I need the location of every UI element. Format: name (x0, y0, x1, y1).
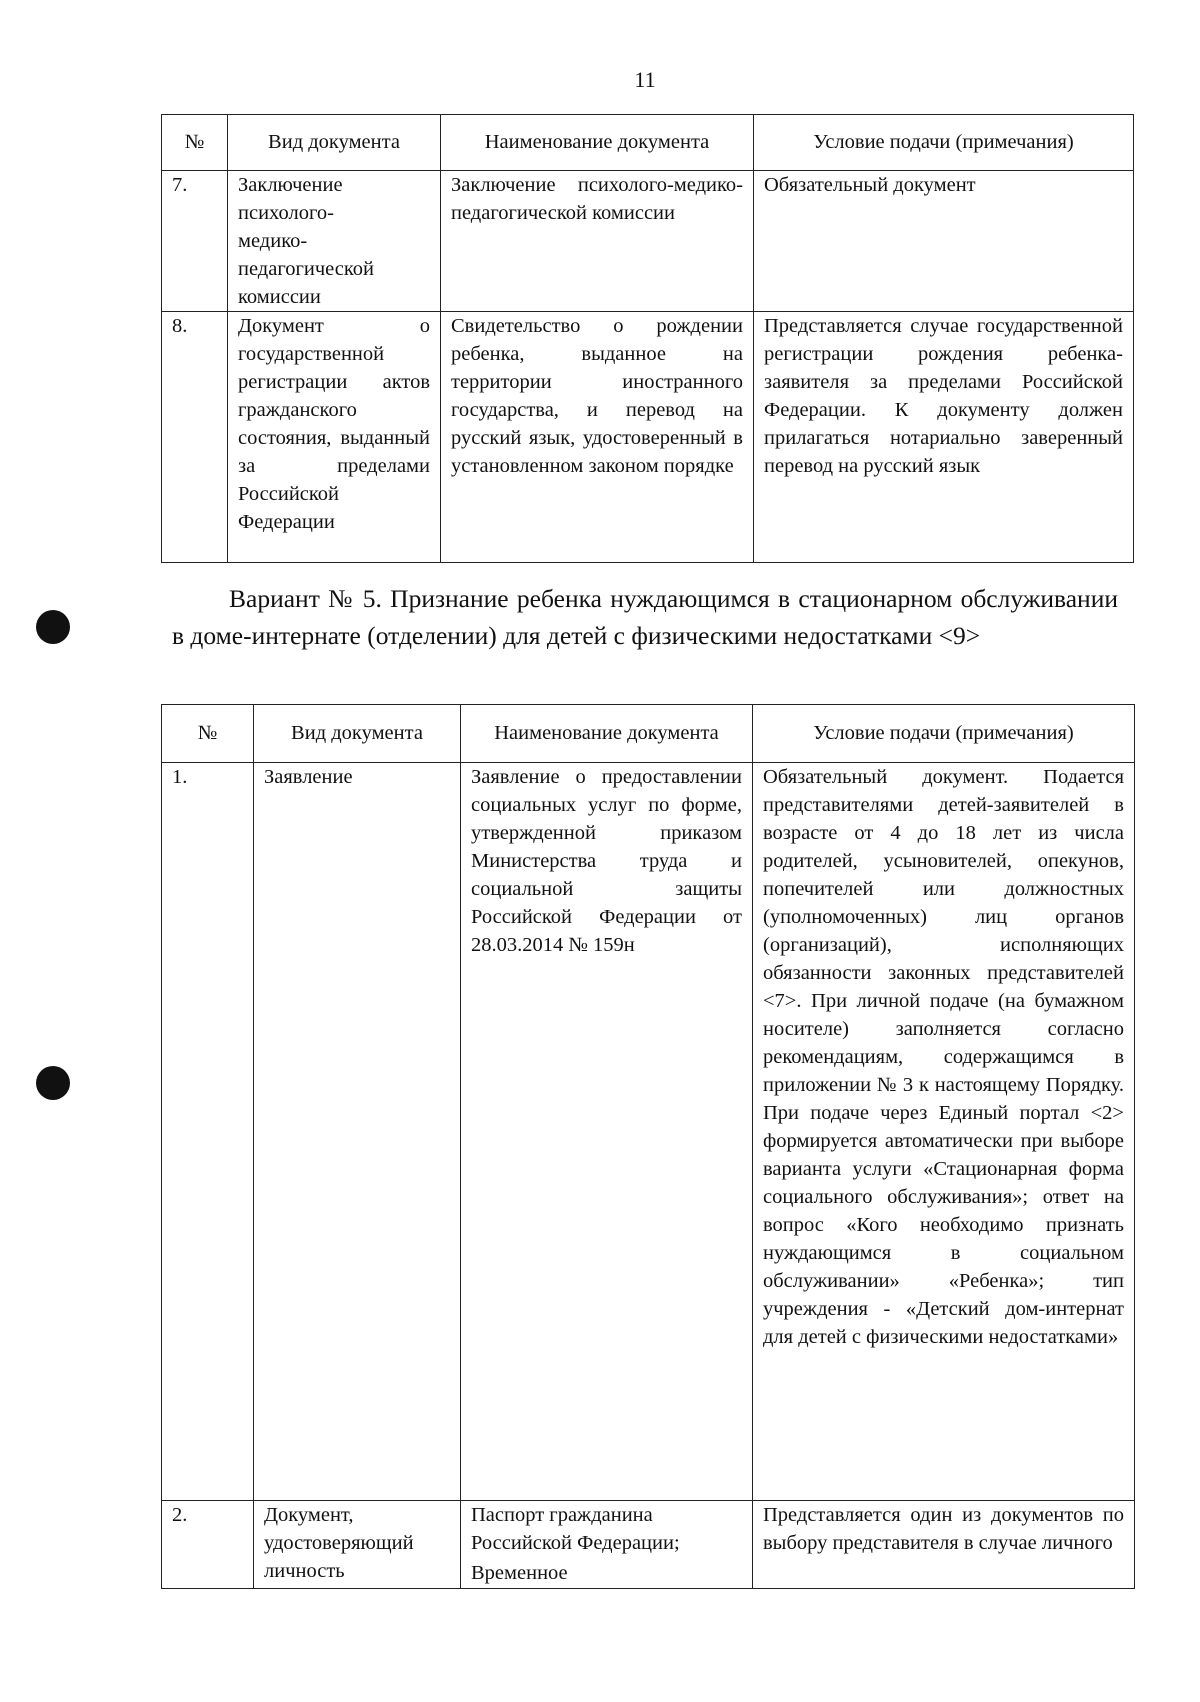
header-doc-name: Наименование документа (461, 705, 753, 763)
cell-doc-type: Заключение психолого- медико- педагогической комиссии (228, 171, 441, 312)
header-num: № (162, 115, 228, 171)
table-row (162, 171, 1134, 312)
cell-num: 2. (162, 1501, 254, 1589)
documents-table-continued (161, 114, 1134, 563)
binder-hole-mark (36, 1066, 70, 1100)
variant-heading: Вариант № 5. Признание ребенка нуждающимся в стационарном обслуживании в доме-интернате (отделении) для детей с физическими недостатками <9> (172, 584, 1118, 650)
header-doc-type: Вид документа (254, 705, 461, 763)
cell-doc-name (461, 1501, 753, 1589)
table-row (162, 1501, 1135, 1589)
cell-doc-name: Заключение психолого-медико-педагогической комиссии (441, 171, 754, 312)
cell-doc-type: Документ о государственной регистрации актов гражданского состояния, выданный за пределами Российской Федерации (228, 312, 441, 563)
table-row (162, 312, 1134, 563)
header-num: № (162, 705, 254, 763)
cell-doc-type: Документ, удостоверяющий личность (254, 1501, 461, 1589)
header-condition: Условие подачи (примечания) (754, 115, 1134, 171)
header-condition: Условие подачи (примечания) (753, 705, 1135, 763)
documents-table-variant-5 (161, 704, 1135, 1589)
doc-name-line: Временное (471, 1562, 568, 1584)
cell-condition: Представляется случае государственной регистрации рождения ребенка-заявителя за пределами Российской Федерации. К документу должен прилагаться нотариально заверенный перевод на русский язык (754, 312, 1134, 563)
cell-num: 7. (162, 171, 228, 312)
table-header-row (162, 115, 1134, 171)
table-row (162, 763, 1135, 1501)
header-doc-name: Наименование документа (441, 115, 754, 171)
cell-num: 1. (162, 763, 254, 1501)
cell-condition: Представляется один из документов по выбору представителя в случае личного (753, 1501, 1135, 1589)
cell-doc-name: Заявление о предоставлении социальных услуг по форме, утвержденной приказом Министерства труда и социальной защиты Российской Федерации от 28.03.2014 № 159н (461, 763, 753, 1501)
cell-condition: Обязательный документ (754, 171, 1134, 312)
doc-name-line: Паспорт гражданина Российской Федерации; (471, 1504, 680, 1554)
cell-condition: Обязательный документ. Подается представителями детей-заявителей в возрасте от 4 до 18 лет из числа родителей, усыновителей, опекунов, попечителей или должностных (уполномоченных) лиц органов (организаций), исполняющих обязанности законных представителей <7>. При личной подаче (на бумажном носителе) заполняется согласно рекомендациям, содержащимся в приложении № 3 к настоящему Порядку. При подаче через Единый портал <2> формируется автоматически при выборе варианта услуги «Стационарная форма социального обслуживания»; ответ на вопрос «Кого необходимо признать нуждающимся в социальном обслуживании» «Ребенка»; тип учреждения - «Детский дом-интернат для детей с физическими недостатками» (753, 763, 1135, 1501)
page-number: 11 (634, 67, 656, 92)
cell-doc-name: Свидетельство о рождении ребенка, выданное на территории иностранного государства, и перевод на русский язык, удостоверенный в установленном законом порядке (441, 312, 754, 563)
cell-doc-type: Заявление (254, 763, 461, 1501)
binder-hole-mark (36, 610, 70, 644)
cell-num: 8. (162, 312, 228, 563)
table-header-row (162, 705, 1135, 763)
header-doc-type: Вид документа (228, 115, 441, 171)
